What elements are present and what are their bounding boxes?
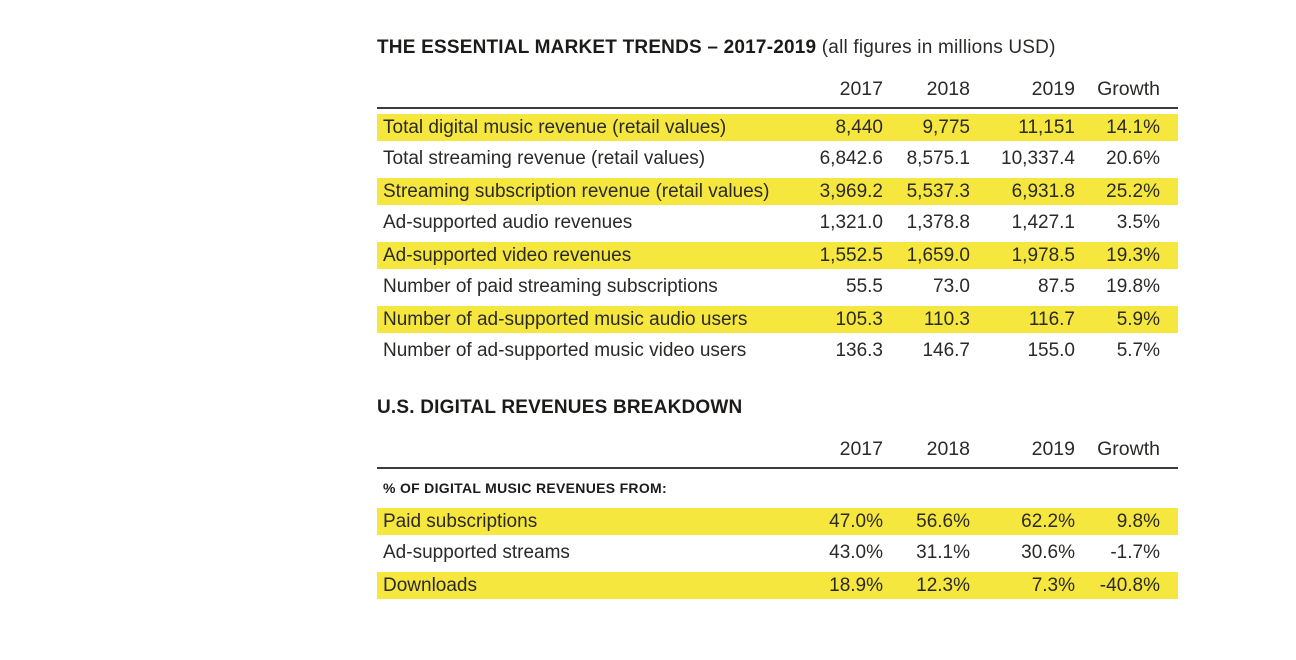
- value-2018: 146.7: [922, 340, 970, 361]
- value-2019: 155.0: [1027, 340, 1075, 361]
- value-2018: 9,775: [922, 116, 970, 138]
- table2-header-growth: Growth: [1097, 438, 1160, 460]
- row-label: Ad-supported streams: [383, 542, 570, 563]
- value-2018: 12.3%: [916, 574, 970, 596]
- value-2019: 30.6%: [1021, 542, 1075, 563]
- table1-header-2017: 2017: [839, 78, 883, 100]
- value-2017: 43.0%: [829, 542, 883, 563]
- table-row: [377, 111, 1178, 143]
- value-2019: 62.2%: [1021, 510, 1075, 532]
- value-2019: 7.3%: [1031, 574, 1075, 596]
- value-2019: 1,978.5: [1011, 244, 1075, 266]
- row-label: Paid subscriptions: [383, 510, 538, 532]
- table-row: [377, 239, 1178, 271]
- row-label: Ad-supported audio revenues: [383, 212, 633, 233]
- value-growth: 19.3%: [1106, 244, 1160, 266]
- value-2019: 10,337.4: [1001, 148, 1075, 169]
- table-row: [377, 175, 1178, 207]
- value-2018: 110.3: [923, 308, 970, 330]
- value-growth: 20.6%: [1106, 148, 1160, 169]
- table1-header-rule: [377, 107, 1178, 109]
- table1-header-2019: 2019: [1031, 78, 1075, 100]
- value-2017: 1,321.0: [819, 212, 883, 233]
- value-2019: 116.7: [1028, 308, 1075, 330]
- table2-header-2017: 2017: [839, 438, 883, 460]
- table-row: [377, 303, 1178, 335]
- table-row: [377, 335, 1178, 367]
- table1-body: [377, 111, 1178, 367]
- value-growth: 5.9%: [1116, 308, 1160, 330]
- value-2017: 8,440: [835, 116, 883, 138]
- value-growth: 5.7%: [1116, 340, 1160, 361]
- value-2018: 56.6%: [916, 510, 970, 532]
- value-2019: 11,151: [1018, 116, 1075, 138]
- value-growth: -40.8%: [1099, 574, 1160, 596]
- row-label: Total digital music revenue (retail values): [383, 116, 727, 138]
- value-2019: 87.5: [1038, 276, 1075, 297]
- table2-header-2018: 2018: [926, 438, 970, 460]
- value-2017: 105.3: [835, 308, 883, 330]
- value-2017: 1,552.5: [819, 244, 883, 266]
- value-2019: 6,931.8: [1011, 180, 1075, 202]
- table-row: [377, 207, 1178, 239]
- row-label: Number of ad-supported music video users: [383, 340, 747, 361]
- value-2017: 18.9%: [829, 574, 883, 596]
- market-trends-title-note: (all figures in millions USD): [816, 37, 1056, 58]
- table-row: [377, 505, 1178, 537]
- table2-header-2019: 2019: [1031, 438, 1075, 460]
- value-2019: 1,427.1: [1011, 212, 1075, 233]
- row-label: Ad-supported video revenues: [383, 244, 632, 266]
- market-trends-title-bold: THE ESSENTIAL MARKET TRENDS – 2017-2019: [377, 37, 817, 58]
- value-2018: 73.0: [933, 276, 970, 297]
- table1-header-growth: Growth: [1097, 78, 1160, 100]
- value-2018: 1,378.8: [906, 212, 970, 233]
- value-growth: 9.8%: [1116, 510, 1160, 532]
- value-growth: -1.7%: [1110, 542, 1160, 563]
- value-growth: 14.1%: [1106, 116, 1160, 138]
- value-2017: 55.5: [846, 276, 883, 297]
- table2-body: [377, 505, 1178, 601]
- value-2017: 136.3: [835, 340, 883, 361]
- value-growth: 19.8%: [1106, 276, 1160, 297]
- row-label: Streaming subscription revenue (retail values): [383, 180, 770, 202]
- row-label: Number of paid streaming subscriptions: [383, 276, 718, 297]
- table1-header-2018: 2018: [926, 78, 970, 100]
- row-label: Number of ad-supported music audio users: [383, 308, 748, 330]
- value-2017: 6,842.6: [819, 148, 883, 169]
- market-trends-title: [377, 37, 1178, 59]
- value-2018: 31.1%: [916, 542, 970, 563]
- value-2017: 3,969.2: [819, 180, 883, 202]
- value-growth: 25.2%: [1106, 180, 1160, 202]
- value-growth: 3.5%: [1116, 212, 1160, 233]
- table-row: [377, 143, 1178, 175]
- table2-section-label: % OF DIGITAL MUSIC REVENUES FROM:: [383, 480, 667, 496]
- table2-header-rule: [377, 467, 1178, 469]
- value-2017: 47.0%: [829, 510, 883, 532]
- table2-column-headers: [377, 439, 1178, 467]
- value-2018: 5,537.3: [906, 180, 970, 202]
- report-content: [377, 37, 1178, 601]
- value-2018: 1,659.0: [906, 244, 970, 266]
- row-label: Downloads: [383, 574, 477, 596]
- row-label: Total streaming revenue (retail values): [383, 148, 706, 169]
- table2-section-header: [377, 471, 1178, 505]
- us-digital-revenues-title: U.S. DIGITAL REVENUES BREAKDOWN: [377, 397, 743, 418]
- table-row: [377, 537, 1178, 569]
- table-row: [377, 271, 1178, 303]
- table-row: [377, 569, 1178, 601]
- value-2018: 8,575.1: [906, 148, 970, 169]
- table1-column-headers: [377, 79, 1178, 107]
